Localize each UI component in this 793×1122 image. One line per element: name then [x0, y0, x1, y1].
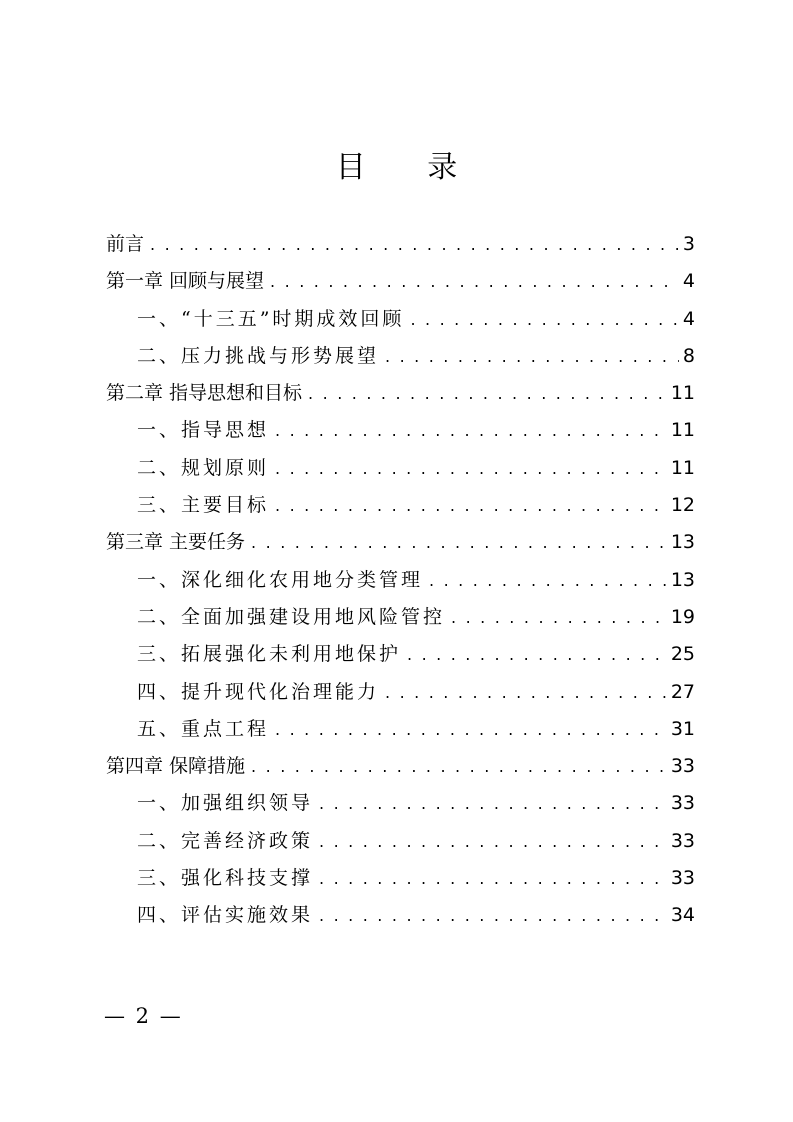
toc-entry-page: 27 — [670, 680, 695, 703]
toc-entry-page: 34 — [670, 904, 695, 927]
toc-entry-label: 第四章 保障措施 — [106, 755, 246, 778]
toc-entry-label: 二、规划原则 — [137, 456, 270, 479]
toc-entry-page: 3 — [682, 233, 695, 255]
toc-entry[interactable] — [106, 897, 695, 934]
toc-entry[interactable] — [106, 599, 695, 636]
toc-entry-page: 31 — [670, 717, 695, 740]
toc-entry-page: 19 — [670, 605, 695, 628]
toc-entry[interactable] — [106, 263, 695, 300]
toc-entry[interactable] — [106, 860, 695, 897]
toc-entry[interactable] — [106, 375, 695, 412]
toc-entry[interactable] — [106, 226, 695, 263]
page-title: 目 录 — [335, 150, 484, 185]
toc-entry-label: 一、“十三五”时期成效回顾 — [137, 307, 405, 330]
toc-entry-label: 二、全面加强建设用地风险管控 — [137, 605, 446, 628]
table-of-contents — [106, 226, 695, 935]
dot-leader — [251, 748, 667, 785]
dot-leader — [451, 599, 667, 636]
toc-entry-label: 五、重点工程 — [137, 717, 270, 740]
toc-entry-label: 三、强化科技支撑 — [137, 867, 314, 890]
dot-leader — [150, 226, 679, 263]
toc-entry-label: 第二章 指导思想和目标 — [106, 382, 303, 405]
toc-entry[interactable] — [106, 785, 695, 822]
toc-entry-label: 一、指导思想 — [137, 419, 270, 442]
toc-entry-label: 前言 — [106, 233, 145, 255]
toc-entry-label: 四、评估实施效果 — [137, 904, 314, 927]
toc-entry-page: 11 — [670, 456, 695, 479]
toc-entry-label: 一、深化细化农用地分类管理 — [137, 568, 424, 591]
toc-entry-label: 第一章 回顾与展望 — [106, 270, 265, 293]
toc-entry-page: 4 — [682, 270, 695, 293]
dot-leader — [385, 338, 679, 375]
toc-entry[interactable] — [106, 674, 695, 711]
toc-entry-page: 13 — [670, 531, 695, 554]
toc-entry-label: 四、提升现代化治理能力 — [137, 680, 380, 703]
toc-entry[interactable] — [106, 450, 695, 487]
toc-entry[interactable] — [106, 301, 695, 338]
dot-leader — [410, 301, 678, 338]
toc-entry[interactable] — [106, 562, 695, 599]
dot-leader — [308, 375, 667, 412]
dot-leader — [319, 860, 667, 897]
toc-entry-page: 33 — [670, 829, 695, 852]
toc-entry-label: 三、主要目标 — [137, 494, 270, 517]
toc-entry-label: 一、加强组织领导 — [137, 792, 314, 815]
toc-entry[interactable] — [106, 748, 695, 785]
toc-entry-label: 二、压力挑战与形势展望 — [137, 344, 380, 367]
dot-leader — [319, 785, 667, 822]
dot-leader — [275, 487, 667, 524]
dot-leader — [275, 711, 667, 748]
toc-entry-page: 8 — [682, 344, 695, 367]
dot-leader — [251, 524, 667, 561]
toc-entry-page: 12 — [670, 494, 695, 517]
toc-entry[interactable] — [106, 412, 695, 449]
toc-entry[interactable] — [106, 338, 695, 375]
dot-leader — [385, 674, 667, 711]
dot-leader — [270, 263, 679, 300]
toc-entry-page: 33 — [670, 867, 695, 890]
page-number: — 2 — — [104, 1004, 183, 1028]
toc-entry-page: 11 — [670, 382, 695, 405]
toc-entry[interactable] — [106, 823, 695, 860]
toc-entry-page: 11 — [670, 419, 695, 442]
toc-entry[interactable] — [106, 487, 695, 524]
dot-leader — [319, 897, 667, 934]
toc-entry-page: 13 — [670, 568, 695, 591]
toc-entry-label: 第三章 主要任务 — [106, 531, 246, 554]
toc-entry-label: 三、拓展强化未利用地保护 — [137, 643, 402, 666]
dot-leader — [407, 636, 667, 673]
toc-entry-page: 4 — [682, 307, 695, 330]
toc-entry[interactable] — [106, 524, 695, 561]
dot-leader — [319, 823, 667, 860]
toc-entry-label: 二、完善经济政策 — [137, 829, 314, 852]
toc-entry-page: 25 — [670, 643, 695, 666]
toc-entry[interactable] — [106, 711, 695, 748]
dot-leader — [275, 450, 667, 487]
dot-leader — [429, 562, 667, 599]
dot-leader — [275, 412, 667, 449]
toc-entry-page: 33 — [670, 792, 695, 815]
toc-entry-page: 33 — [670, 755, 695, 778]
toc-entry[interactable] — [106, 636, 695, 673]
